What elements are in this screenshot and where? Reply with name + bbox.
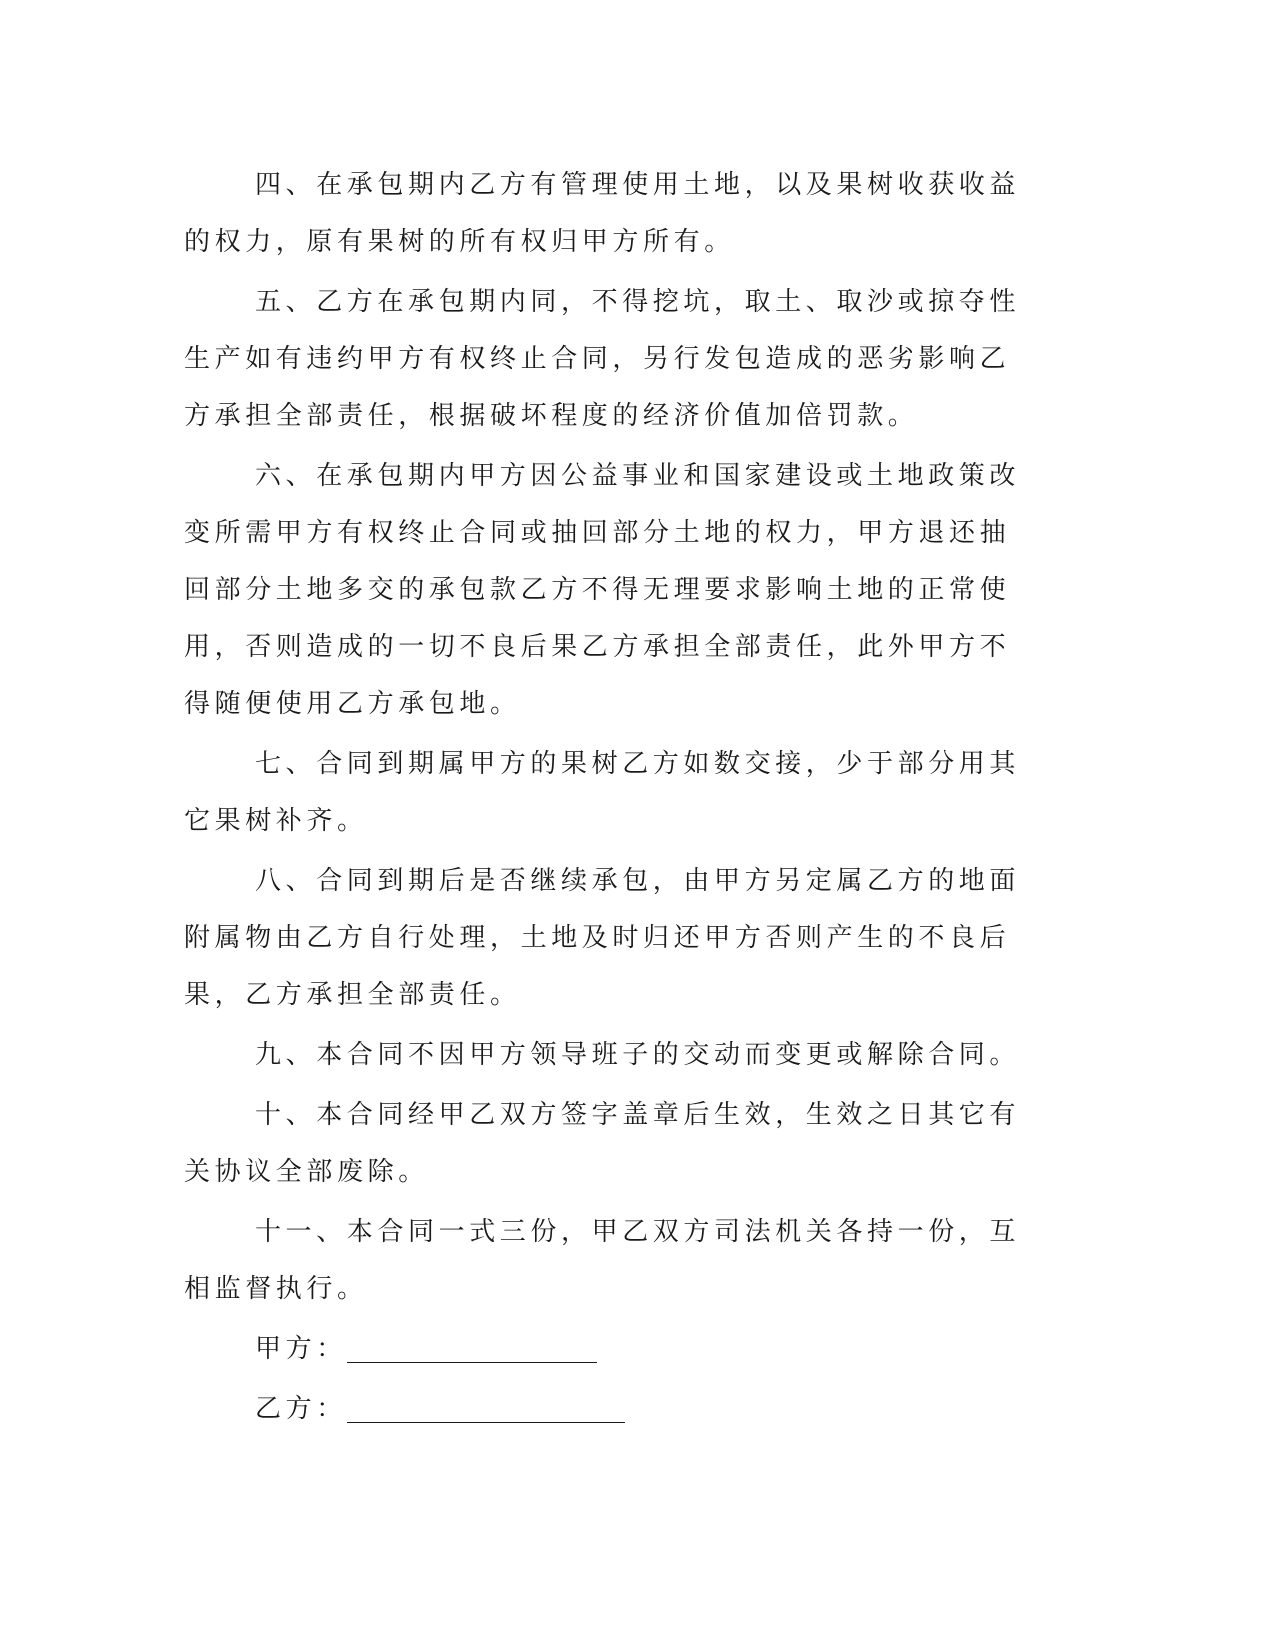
clause-8: 八、合同到期后是否继续承包，由甲方另定属乙方的地面附属物由乙方自行处理，土地及时归还甲方否则产生的不良后果，乙方承担全部责任。 <box>184 866 1021 1010</box>
clause-9: 九、本合同不因甲方领导班子的交动而变更或解除合同。 <box>255 1040 1021 1070</box>
party-b-signature-line <box>347 1386 625 1423</box>
clause-11: 十一、本合同一式三份，甲乙双方司法机关各持一份，互相监督执行。 <box>184 1217 1021 1304</box>
clause-4: 四、在承包期内乙方有管理使用土地，以及果树收获收益的权力，原有果树的所有权归甲方所有。 <box>184 170 1021 257</box>
clause-10: 十、本合同经甲乙双方签字盖章后生效，生效之日其它有关协议全部废除。 <box>184 1100 1021 1187</box>
clause-7: 七、合同到期属甲方的果树乙方如数交接，少于部分用其它果树补齐。 <box>184 749 1021 836</box>
party-b-label: 乙方： <box>255 1394 347 1424</box>
party-a-label: 甲方： <box>255 1334 347 1364</box>
party-a-signature <box>184 1321 1034 1378</box>
party-a-signature-line <box>347 1326 597 1363</box>
clause-5: 五、乙方在承包期内同，不得挖坑，取土、取沙或掠夺性生产如有违约甲方有权终止合同，另行发包造成的恶劣影响乙方承担全部责任，根据破坏程度的经济价值加倍罚款。 <box>184 287 1021 431</box>
clause-6: 六、在承包期内甲方因公益事业和国家建设或土地政策改变所需甲方有权终止合同或抽回部分土地的权力，甲方退还抽回部分土地多交的承包款乙方不得无理要求影响土地的正常使用，否则造成的一切不良后果乙方承担全部责任，此外甲方不得随便使用乙方承包地。 <box>184 461 1021 719</box>
contract-body <box>184 157 1034 1441</box>
party-b-signature <box>184 1381 1034 1438</box>
